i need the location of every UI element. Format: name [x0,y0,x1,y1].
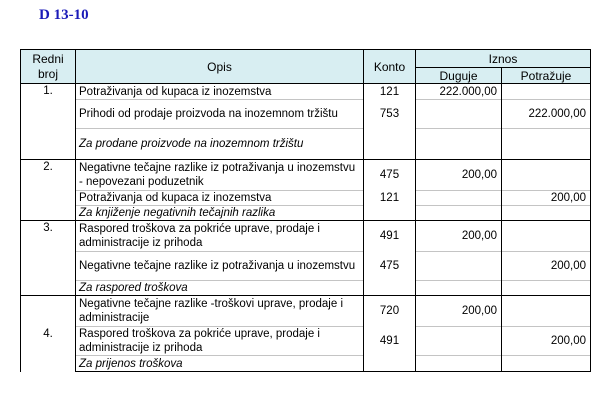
entry-description: Raspored troškova za pokriće uprave, prodaje i administracije iz prihoda [76,327,364,356]
entry-row [21,327,591,356]
entry-number: 2. [21,160,76,221]
entry-description: Potraživanja od kupaca iz inozemstva [76,84,364,100]
header-konto: Konto [364,50,416,84]
entry-description: Za prijenos troškova [76,356,364,372]
entry-konto: 491 [364,221,416,252]
entry-konto [364,129,416,160]
entry-number: 3. [21,221,76,296]
entry-note-row [21,356,591,372]
entry-duguje [416,129,502,160]
entry-potrazuje [502,296,591,327]
entry-number: 4. [21,296,76,372]
header-duguje: Duguje [416,68,502,84]
entry-potrazuje: 222.000,00 [502,100,591,129]
entry-duguje: 200,00 [416,160,502,191]
entry-row [21,160,591,191]
entry-row [21,191,591,206]
entry-duguje: 200,00 [416,296,502,327]
entry-duguje: 200,00 [416,221,502,252]
entry-row [21,221,591,252]
header-iznos: Iznos [416,50,591,68]
entry-row [21,84,591,100]
entry-konto: 475 [364,252,416,281]
entry-potrazuje [502,84,591,100]
entry-konto [364,206,416,221]
entry-potrazuje [502,281,591,296]
entry-potrazuje [502,356,591,372]
entry-description: Raspored troškova za pokriće uprave, prodaje i administracije iz prihoda [76,221,364,252]
entry-row [21,296,591,327]
header-redni-broj: Redni broj [21,50,76,84]
entry-duguje [416,252,502,281]
entry-konto [364,356,416,372]
entry-duguje [416,100,502,129]
entry-note-row [21,281,591,296]
entry-row [21,100,591,129]
journal-body [21,84,591,372]
entry-duguje [416,206,502,221]
entry-note-row [21,129,591,160]
journal-table [20,49,591,372]
entry-description: Za raspored troškova [76,281,364,296]
entry-konto: 753 [364,100,416,129]
header-potrazuje: Potražuje [502,68,591,84]
entry-potrazuje [502,129,591,160]
entry-potrazuje: 200,00 [502,252,591,281]
entry-row [21,252,591,281]
entry-potrazuje [502,221,591,252]
entry-description: Za prodane proizvode na inozemnom tržištu [76,129,364,160]
entry-potrazuje: 200,00 [502,327,591,356]
entry-konto: 720 [364,296,416,327]
entry-konto: 475 [364,160,416,191]
header-opis: Opis [76,50,364,84]
entry-potrazuje [502,206,591,221]
entry-duguje [416,327,502,356]
entry-konto [364,281,416,296]
document-title: D 13-10 [39,7,89,23]
entry-description: Negativne tečajne razlike iz potraživanja u inozemstvu - nepovezani poduzetnik [76,160,364,191]
entry-konto: 121 [364,191,416,206]
entry-description: Za knjiženje negativnih tečajnih razlika [76,206,364,221]
entry-potrazuje [502,160,591,191]
entry-description: Negativne tečajne razlike iz potraživanja u inozemstvu [76,252,364,281]
entry-duguje [416,356,502,372]
entry-konto: 491 [364,327,416,356]
entry-potrazuje: 200,00 [502,191,591,206]
entry-description: Negativne tečajne razlike -troškovi uprave, prodaje i administracije [76,296,364,327]
entry-duguje [416,191,502,206]
entry-konto: 121 [364,84,416,100]
entry-duguje: 222.000,00 [416,84,502,100]
entry-duguje [416,281,502,296]
entry-description: Prihodi od prodaje proizvoda na inozemnom tržištu [76,100,364,129]
entry-note-row [21,206,591,221]
entry-description: Potraživanja od kupaca iz inozemstva [76,191,364,206]
entry-number: 1. [21,84,76,160]
